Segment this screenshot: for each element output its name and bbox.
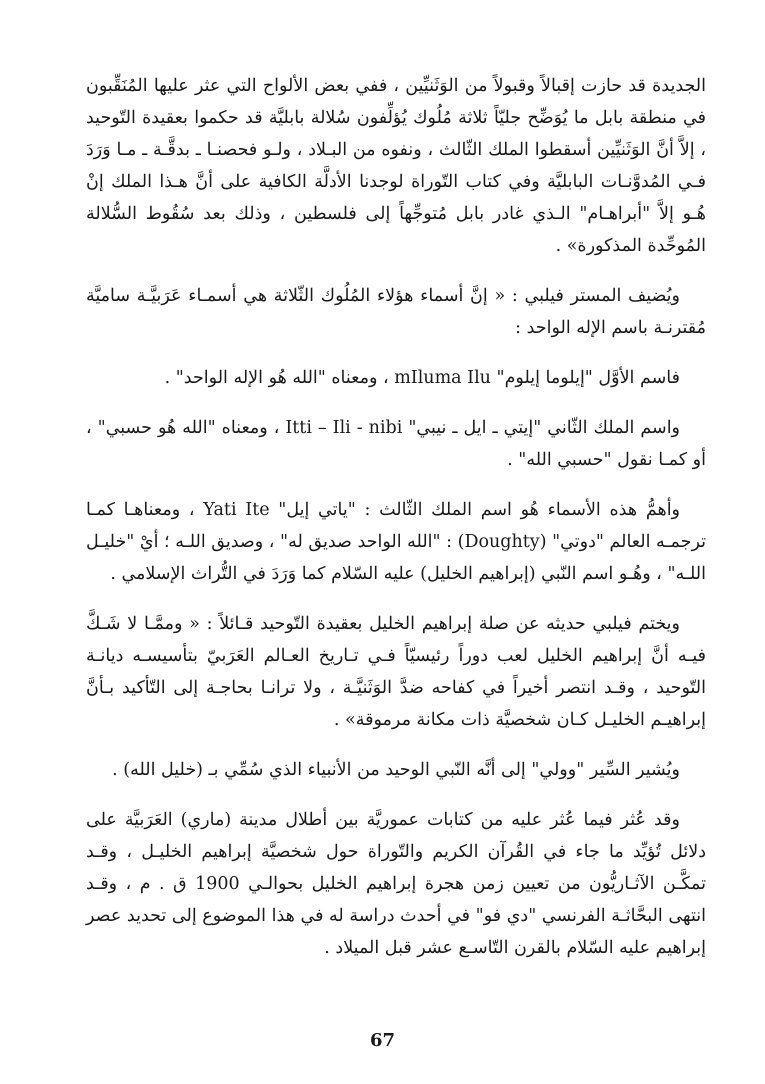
paragraph-7: ويُشير السِّير "وولي" إلى أنَّه النّبي الوحيد من الأنبياء الذي سُمِّي بـ (خليل الله) . [112,760,680,780]
paragraph-5: وأهمُّ هذه الأسماء هُو اسم الملك الثّالث : "ياتي إيل" Yati Ite ، ومعناهـا كمـا ترجمـه العالم "دوتي" (Doughty) : "الله الواحد صديق له" ، وصديق اللـه ؛ أيْ "خليـل اللـه" ، وهُـو اسم النّبي (إبراهيم الخليل) عليه السّلام كما وَرَدَ في التُّراث الإسلامي . [86,500,706,584]
paragraph-6: ويختم فيلبي حديثه عن صلة إبراهيم الخليل بعقيدة التّوحيد قـائلاً : « وممَّـا لا شَـكَّ فيـه أنَّ إبراهيم الخليل لعب دوراً رئيسيّاً فـي تـاريخ العـالم العَرَبيّ بتأسيسـه ديانـة التّوحيد ، وقـد انتصر أخيراً في كفاحه ضدَّ الوَثَنيَّـة ، ولا ترانـا بحاجـة إلى التّأكيد بـأنَّ إبراهيـم الخليـل كـان شخصيَّة ذات مكانة مرموقة» . [86,614,706,730]
page-number: 67 [369,1030,396,1051]
paragraph-2: ويُضيف المستر فيلبي : « إنَّ أسماء هؤلاء المُلُوك الثّلاثة هي أسمـاء عَرَبيَّـة ساميَّة مُقترنـة باسم الإله الواحد : [86,286,706,338]
paragraph-3: فاسم الأوَّل "إيلوما إيلوم" mIluma Ilu ، ومعناه "الله هُو الإله الواحد" . [164,368,680,388]
paragraph-1: الجديدة قد حازت إقبالاً وقبولاً من الوَثَنيِّين ، ففي بعض الألواح التي عثر عليها المُنَقِّبون في منطقة بابل ما يُوَضِّح جليّاً ثلاثة مُلُوك يُؤلِّفون سُلالة بابليَّة قد حكموا بعقيدة التّوحيد ، إلاَّ أنَّ الوَثَنيِّين أسقطوا الملك الثّالث ، ونفوه من البـلاد ، ولـو فحصنـا ـ بدقَّـة ـ مـا وَرَدَ فـي المُدوَّنـات البابليَّة وفي كتاب التّوراة لوجدنا الأدلَّة الكافية على أنَّ هـذا الملك إنْ هُـو إلاَّ "أبراهـام" الـذي غادر بابل مُتوجِّهاً إلى فلسطين ، وذلك بعد سُقُوط السُّلالة المُوحِّدة المذكورة» . [86,76,706,256]
paragraph-4: واسم الملك الثّاني "إيتي ـ ايل ـ نيبي" Itti – Ili - nibi ، ومعناه "الله هُو حسبي" ، أو كمـا نقول "حسبي الله" . [86,418,706,470]
document-page [86,70,706,982]
paragraph-8: وقد عُثر فيما عُثر عليه من كتابات عموريَّة بين أطلال مدينة (ماري) العَرَبيَّة على دلائل تُؤيِّد ما جاء في القُرآن الكريم والتّوراة حول شخصيَّة إبراهيم الخليـل ، وقـد تمكَّـن الآثـاريُّون من تعيين زمن هجرة إبراهيم الخليل بحوالـي 1900 ق . م ، وقـد انتهى البحَّاثـة الفرنسي "دي فو" في أحدث دراسة له في هذا الموضوع إلى تحديد عصر إبراهيم عليه السّلام بالقرن التّاسـع عشر قبل الميلاد . [86,810,706,958]
